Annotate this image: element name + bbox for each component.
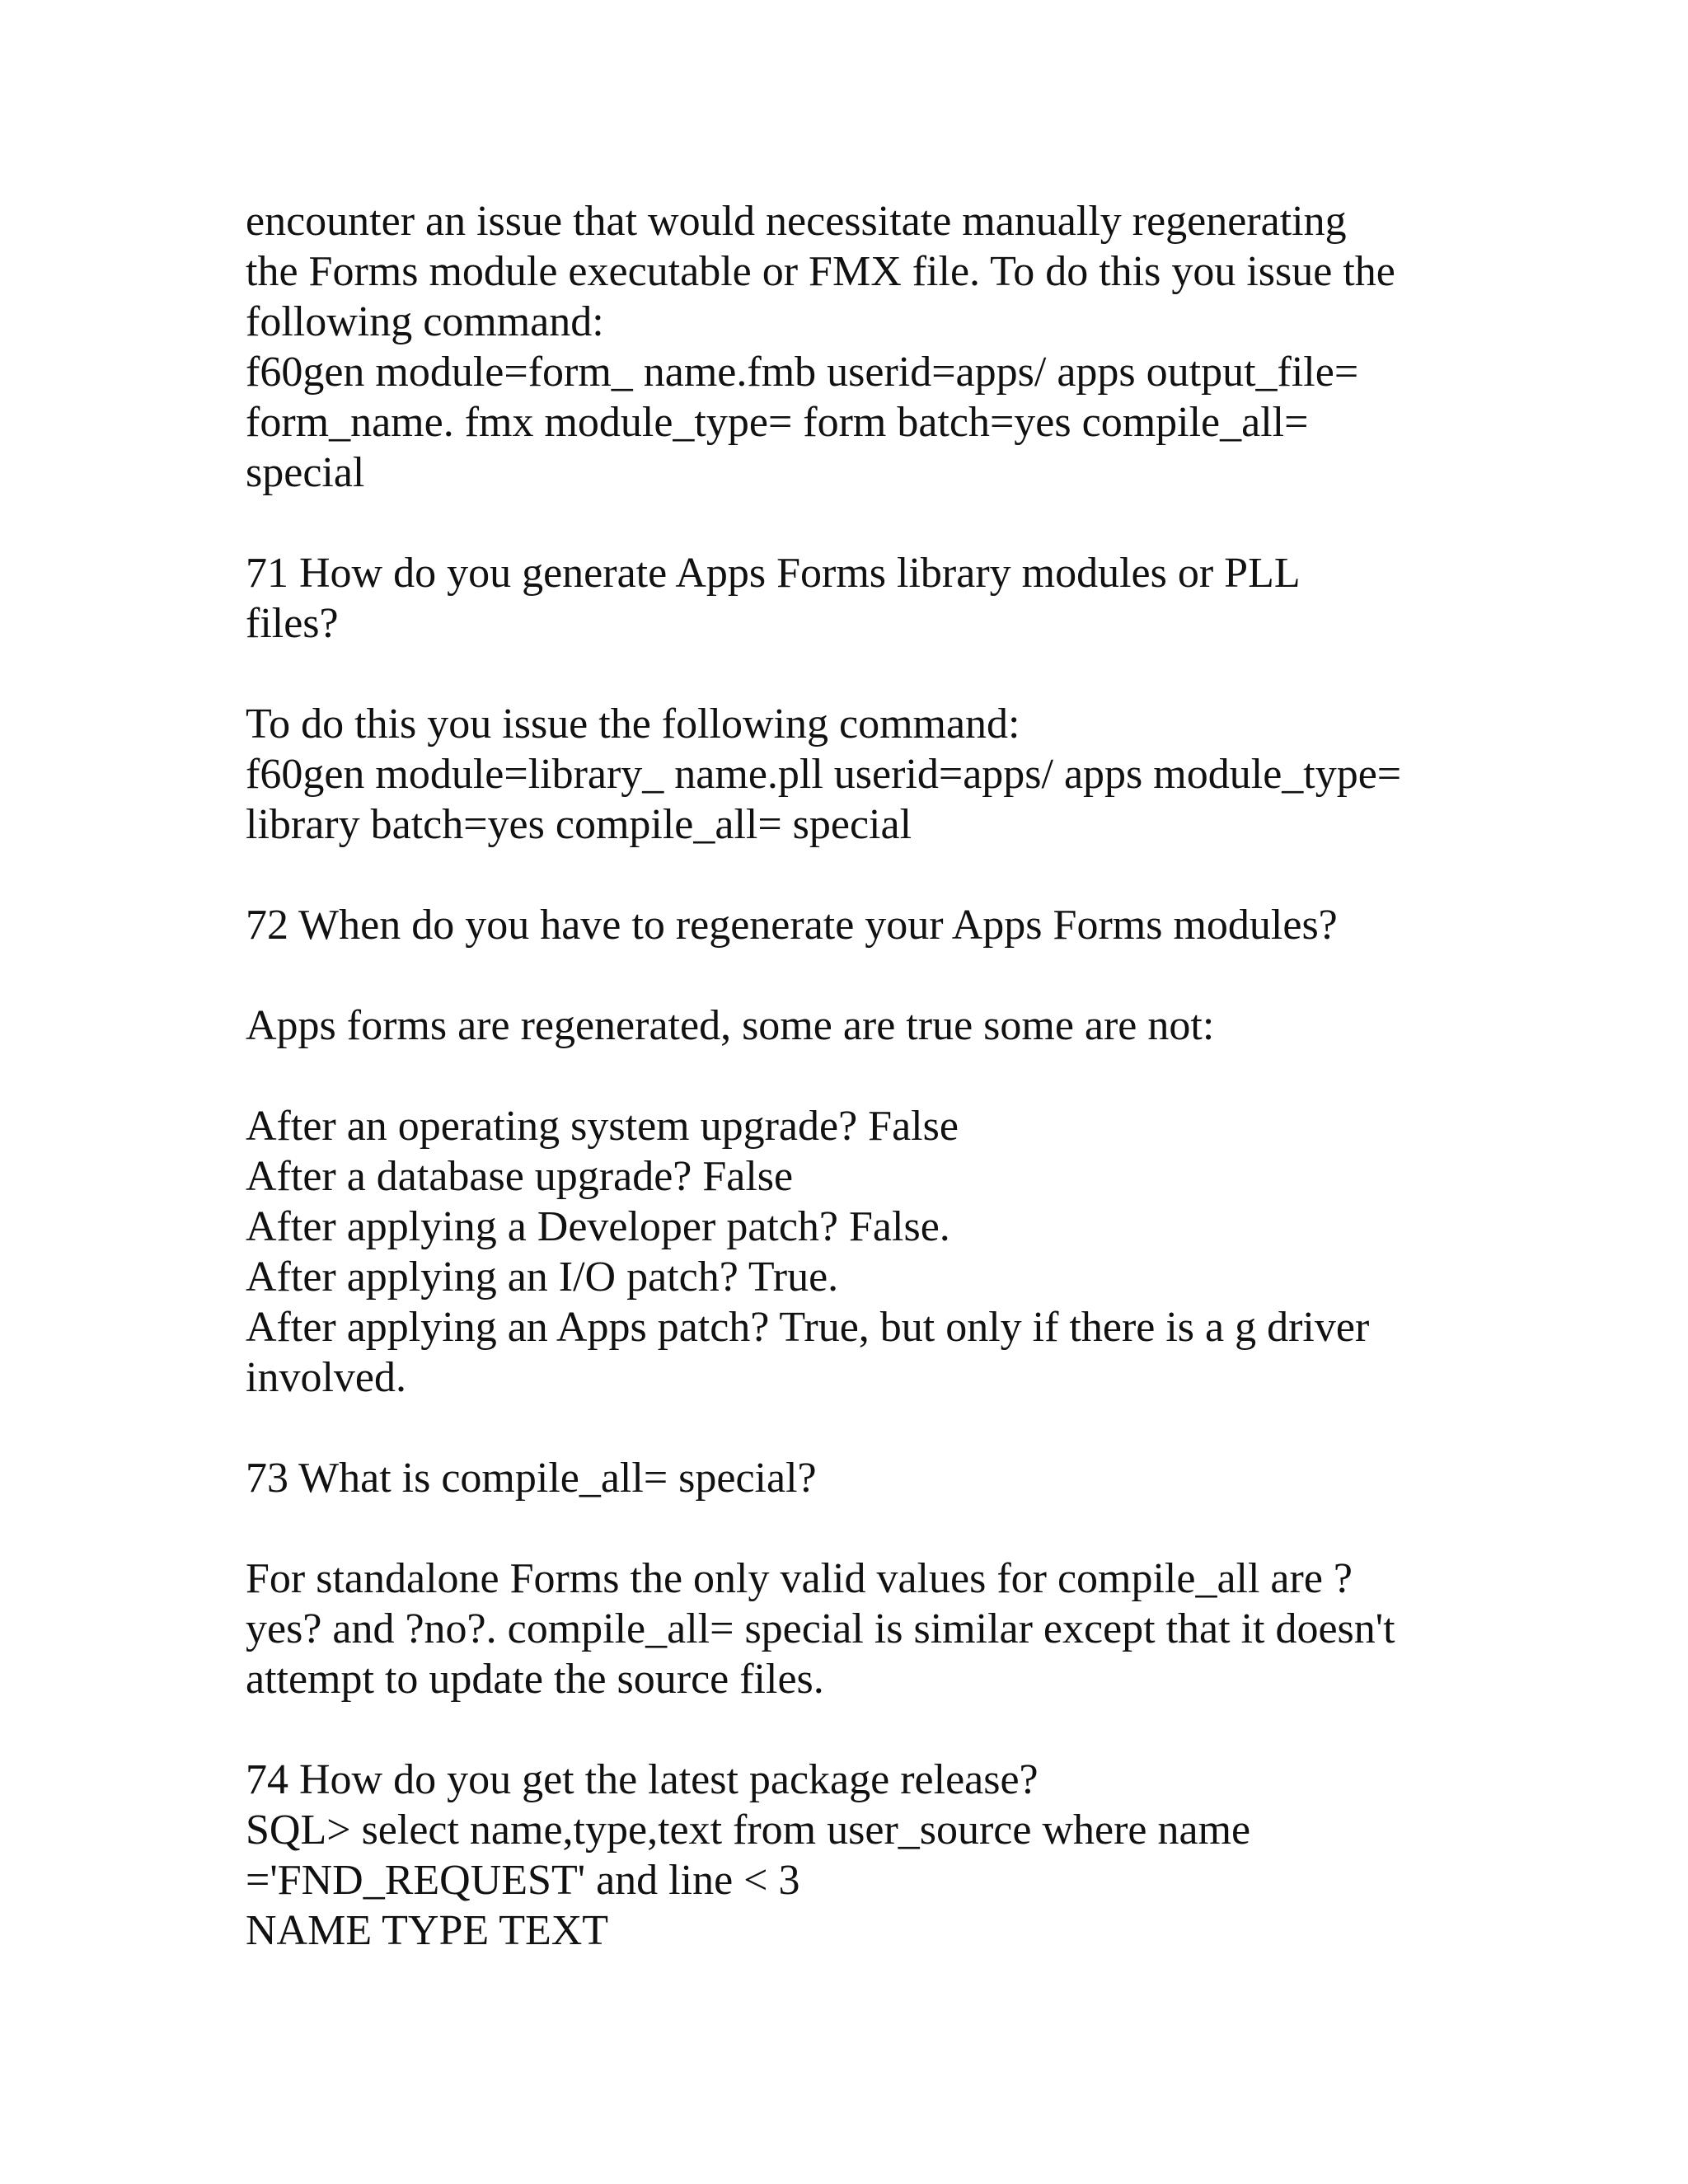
blank-line bbox=[246, 1704, 1531, 1755]
blank-line bbox=[246, 850, 1531, 900]
list-item: After an operating system upgrade? False bbox=[246, 1103, 959, 1150]
list-item: After a database upgrade? False bbox=[246, 1153, 794, 1200]
sql-output-header: NAME TYPE TEXT bbox=[246, 1907, 609, 1954]
blank-line bbox=[246, 498, 1531, 548]
answer-text: Apps forms are regenerated, some are true some are not: bbox=[246, 1002, 1215, 1049]
answer-text: To do this you issue the following command: bbox=[246, 701, 1020, 748]
question-text: 71 How do you generate Apps Forms library modules or PLL bbox=[246, 550, 1301, 597]
command-line: library batch=yes compile_all= special bbox=[246, 801, 912, 848]
command-line: form_name. fmx module_type= form batch=yes compile_all= bbox=[246, 399, 1309, 446]
blank-line bbox=[246, 1403, 1531, 1453]
list-item: involved. bbox=[246, 1354, 406, 1401]
answer-72-intro bbox=[246, 1001, 1531, 1051]
question-74 bbox=[246, 1755, 1531, 1956]
command-line: special bbox=[246, 449, 365, 496]
text-line: the Forms module executable or FMX file. To do this you issue the bbox=[246, 248, 1395, 295]
answer-73 bbox=[246, 1554, 1531, 1704]
sql-line: ='FND_REQUEST' and line < 3 bbox=[246, 1857, 800, 1904]
answer-text: For standalone Forms the only valid values for compile_all are ? bbox=[246, 1555, 1353, 1602]
paragraph-fmx-command bbox=[246, 196, 1531, 498]
page-body bbox=[246, 196, 1531, 1956]
command-line: f60gen module=library_ name.pll userid=apps/ apps module_type= bbox=[246, 751, 1402, 798]
command-line: f60gen module=form_ name.fmb userid=apps/ apps output_file= bbox=[246, 349, 1359, 396]
question-text: 74 How do you get the latest package release? bbox=[246, 1756, 1039, 1803]
text-line: following command: bbox=[246, 298, 604, 345]
answer-text: yes? and ?no?. compile_all= special is similar except that it doesn't bbox=[246, 1605, 1395, 1652]
blank-line bbox=[246, 950, 1531, 1001]
list-item: After applying an Apps patch? True, but only if there is a g driver bbox=[246, 1304, 1370, 1351]
question-73 bbox=[246, 1453, 1531, 1503]
question-text: 72 When do you have to regenerate your Apps Forms modules? bbox=[246, 902, 1338, 949]
text-line: encounter an issue that would necessitate manually regenerating bbox=[246, 198, 1347, 245]
blank-line bbox=[246, 1051, 1531, 1101]
blank-line bbox=[246, 649, 1531, 699]
answer-71 bbox=[246, 699, 1531, 850]
answer-72-list bbox=[246, 1101, 1531, 1403]
list-item: After applying a Developer patch? False. bbox=[246, 1203, 950, 1250]
list-item: After applying an I/O patch? True. bbox=[246, 1254, 839, 1301]
question-text: 73 What is compile_all= special? bbox=[246, 1455, 817, 1502]
answer-text: attempt to update the source files. bbox=[246, 1656, 824, 1703]
question-text: files? bbox=[246, 600, 339, 647]
question-72 bbox=[246, 900, 1531, 950]
blank-line bbox=[246, 1503, 1531, 1554]
sql-line: SQL> select name,type,text from user_source where name bbox=[246, 1807, 1251, 1854]
question-71 bbox=[246, 548, 1531, 649]
